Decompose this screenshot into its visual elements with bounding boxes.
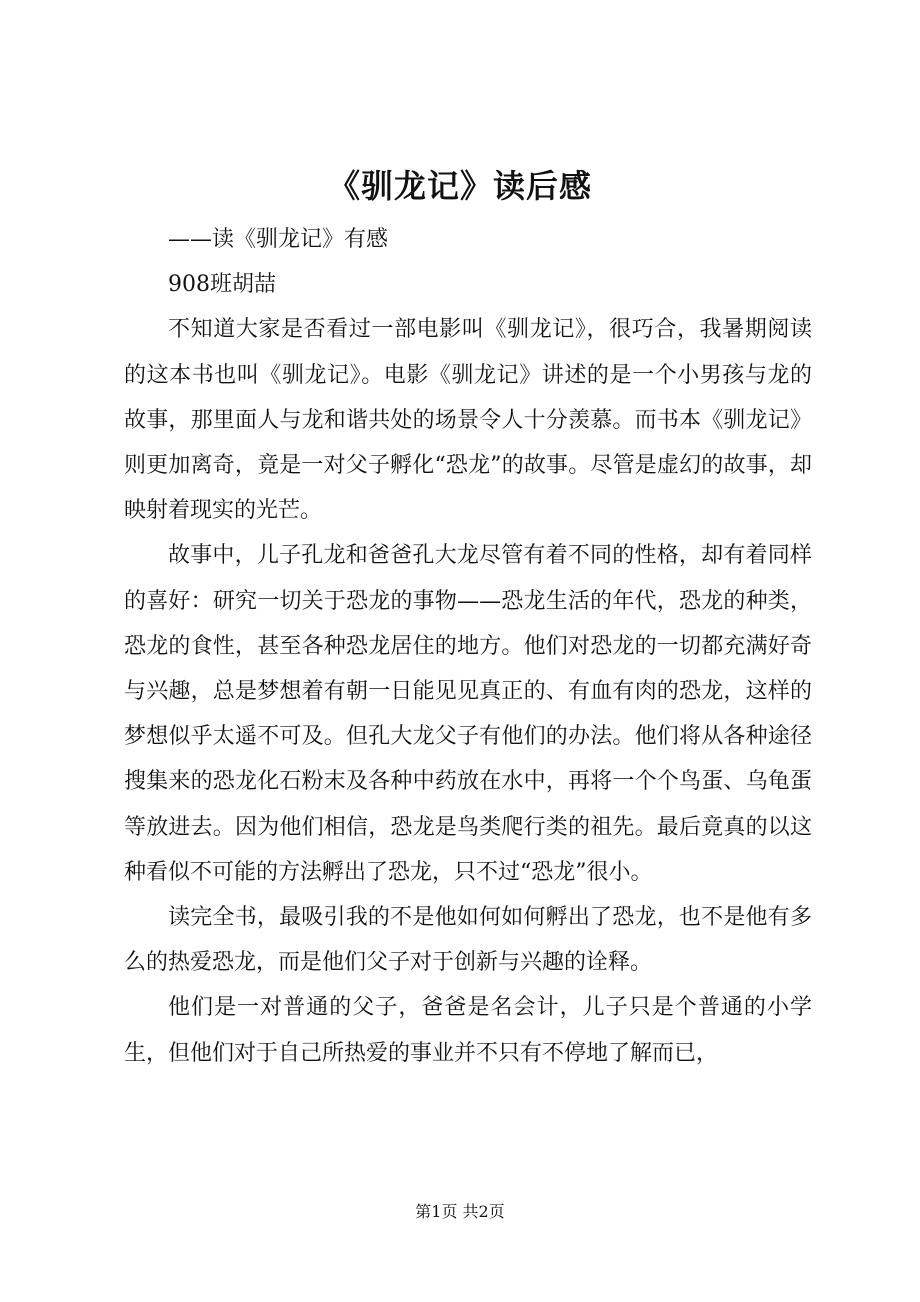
paragraph: 不知道大家是否看过一部电影叫《驯龙记》，很巧合，我暑期阅读的这本书也叫《驯龙记》。电影《驯龙记》讲述的是一个小男孩与龙的故事，那里面人与龙和谐共处的场景令人十分羡慕。而书本《驯龙记》则更加离奇，竟是一对父子孵化“恐龙”的故事。尽管是虚幻的故事，却映射着现实的光芒。 [124, 317, 812, 524]
paragraph: 他们是一对普通的父子，爸爸是名会计，儿子只是个普通的小学生，但他们对于自己所热爱的事业并不只有不停地了解而已， [124, 995, 812, 1066]
author-line: 908班胡喆 [168, 272, 276, 298]
paragraph: 故事中，儿子孔龙和爸爸孔大龙尽管有着不同的性格，却有着同样的喜好：研究一切关于恐龙的事物——恐龙生活的年代，恐龙的种类，恐龙的食性，甚至各种恐龙居住的地方。他们对恐龙的一切都充满好奇与兴趣，总是梦想着有朝一日能见见真正的、有血有肉的恐龙，这样的梦想似乎太遥不可及。但孔大龙父子有他们的办法。他们将从各种途径搜集来的恐龙化石粉末及各种中药放在水中，再将一个个鸟蛋、乌龟蛋等放进去。因为他们相信，恐龙是鸟类爬行类的祖先。最后竟真的以这种看似不可能的方法孵出了恐龙，只不过“恐龙”很小。 [124, 543, 812, 885]
document-title: 《驯龙记》读后感 [327, 167, 592, 205]
page-footer: 第1页 共2页 [415, 1202, 505, 1221]
document-body [124, 217, 812, 1076]
paragraph: 读完全书，最吸引我的不是他如何如何孵出了恐龙，也不是他有多么的热爱恐龙，而是他们父子对于创新与兴趣的诠释。 [124, 905, 812, 976]
subtitle-line: ——读《驯龙记》有感 [168, 227, 389, 252]
